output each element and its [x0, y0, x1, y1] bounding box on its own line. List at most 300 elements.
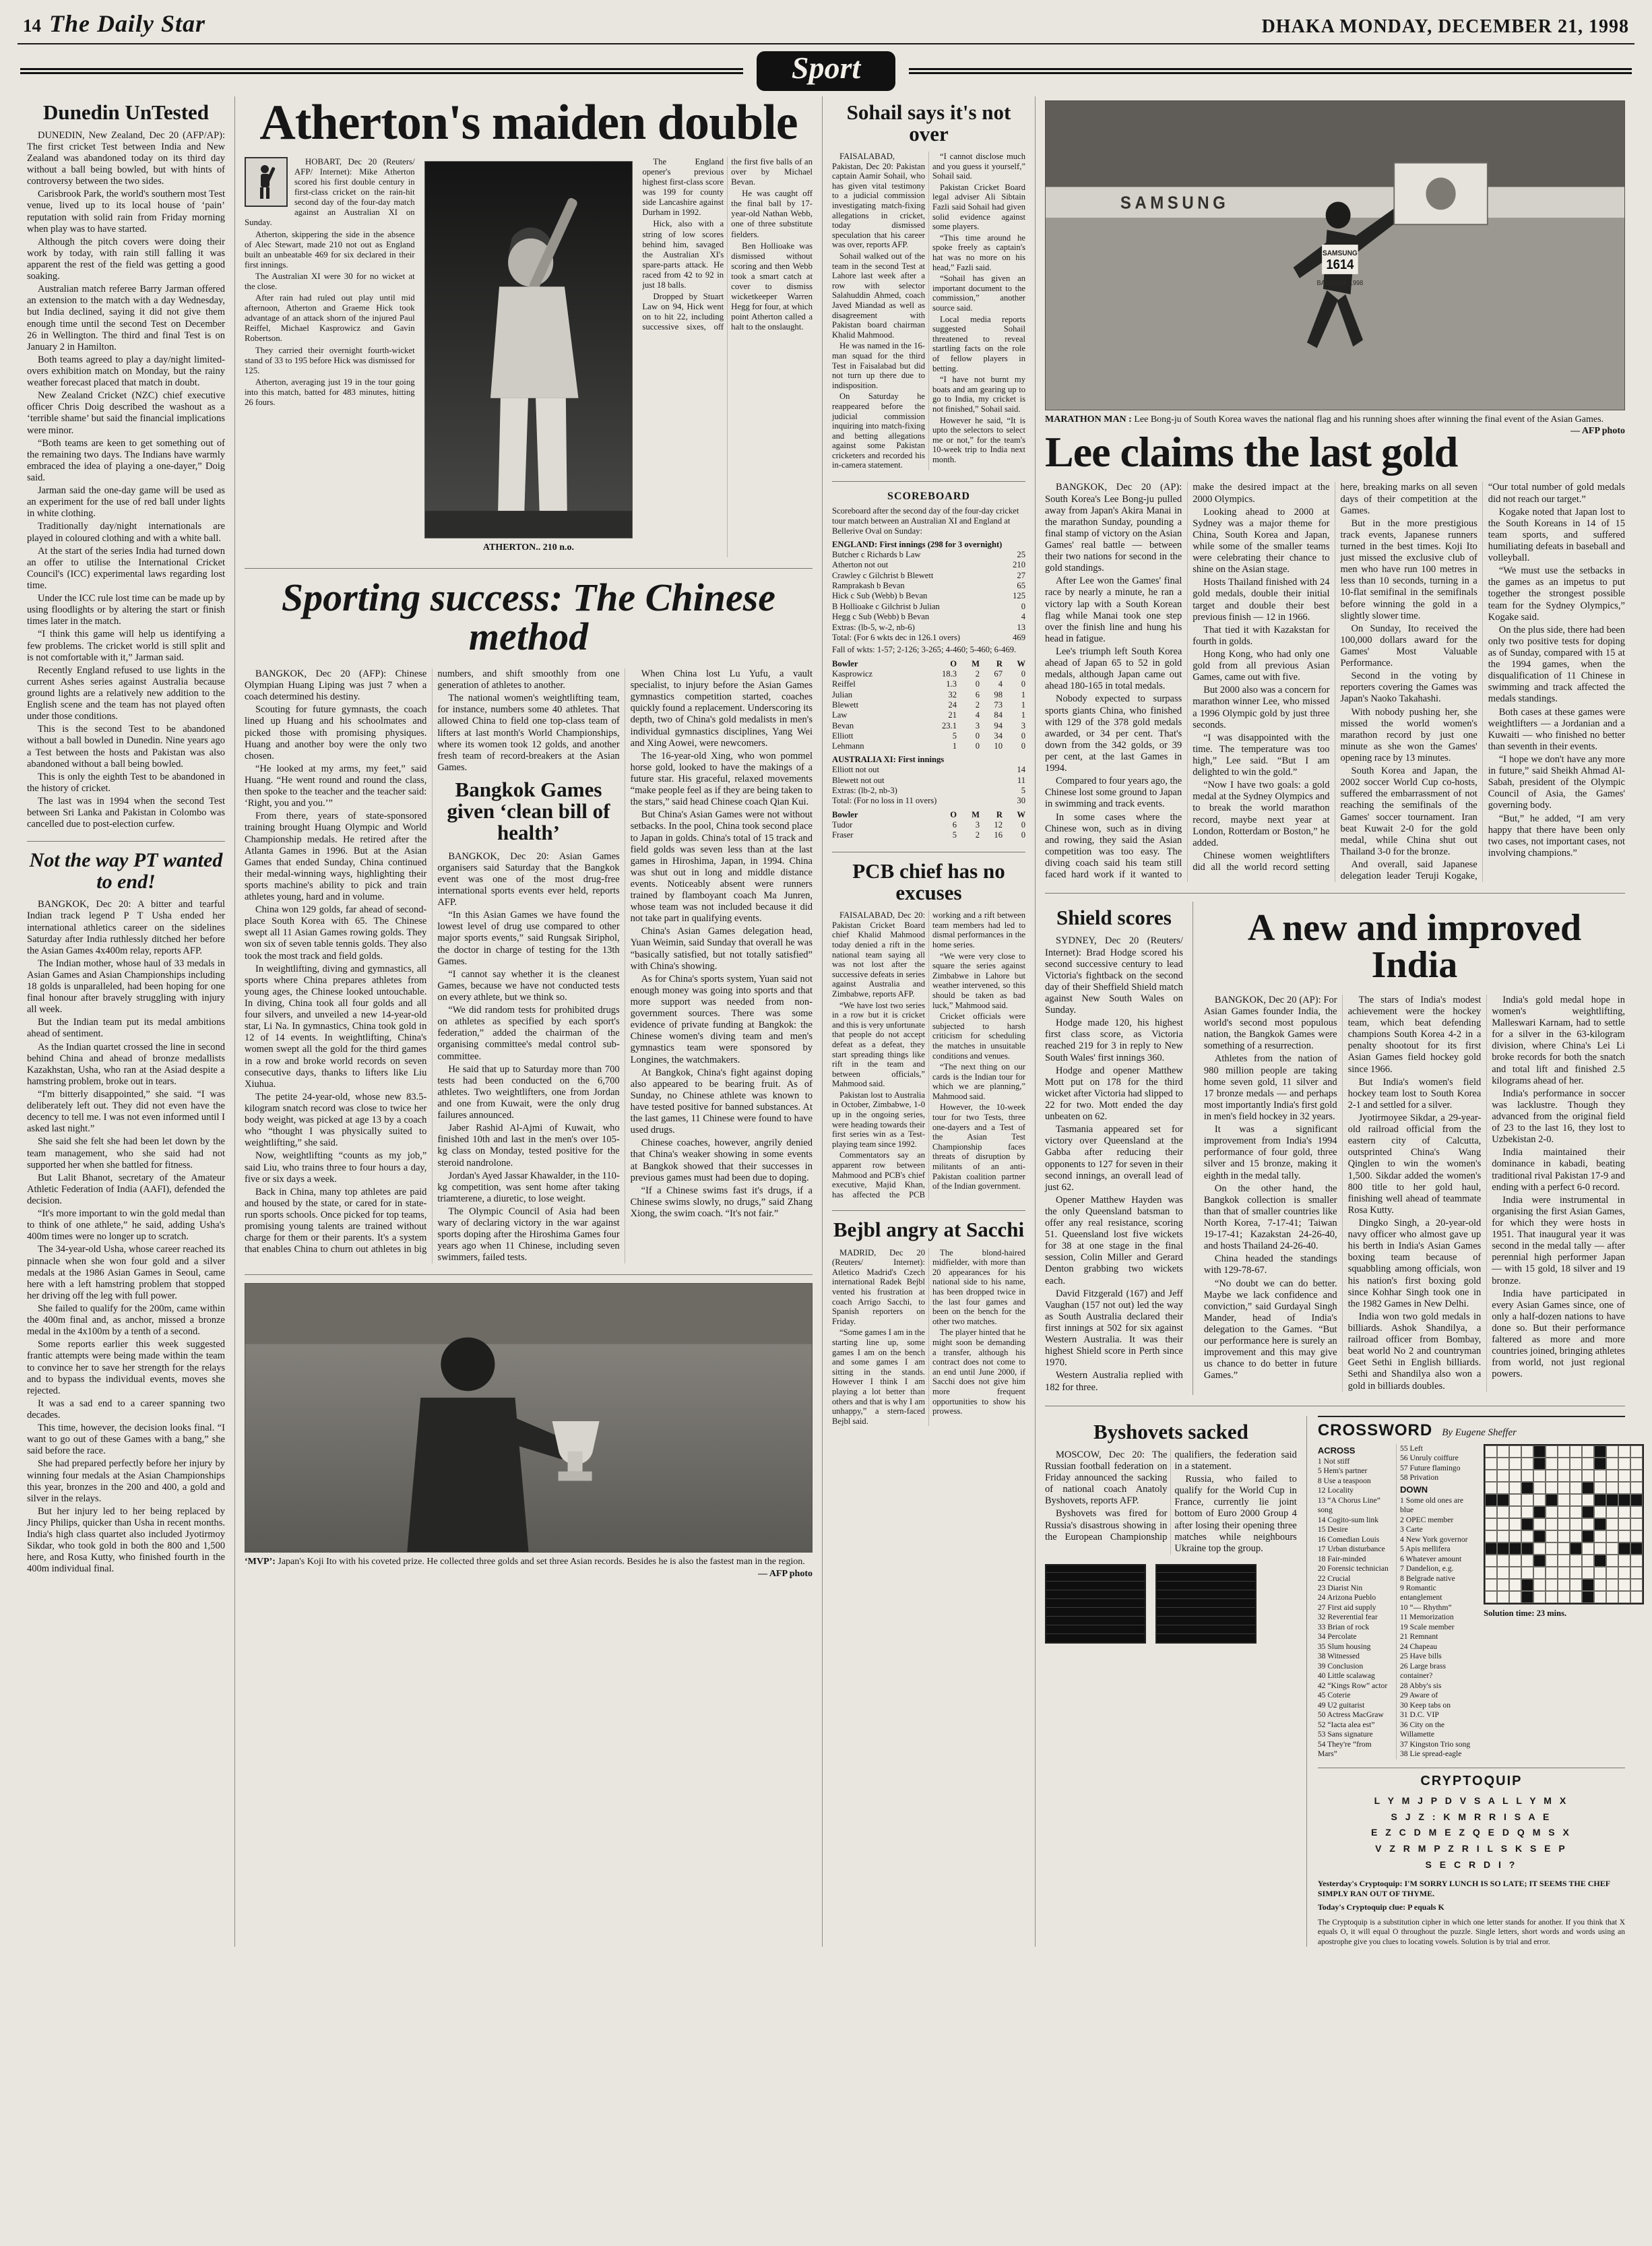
bowling-line: Blewett 24 2 73 1 — [832, 700, 1025, 710]
crossword-cell — [1618, 1530, 1630, 1542]
crossword-cell — [1509, 1482, 1521, 1494]
paragraph: Second in the voting by reporters covering the Games was Japan's Naoko Takahashi. — [1340, 670, 1478, 705]
paragraph: Some reports earlier this week suggested frantic attempts were being made within the team to convince her to save her strength for the relays and to bypass the individual events, moves she rejected. — [27, 1339, 225, 1396]
paragraph: On the plus side, there had been only two positive tests for doping as of Sunday, compared with 15 at the 1994 games, when the disqualification of 11 Chinese in swimming and track affected the medals standings. — [1488, 624, 1625, 705]
crossword-cell — [1582, 1506, 1594, 1518]
crossword-cell — [1582, 1458, 1594, 1470]
paragraph: Western Australia replied with 182 for three. — [1045, 1370, 1183, 1393]
mvp-caption-lead: ‘MVP’: — [245, 1557, 276, 1567]
crossword-cell — [1509, 1555, 1521, 1567]
clue: 9 Romantic entanglement — [1400, 1583, 1442, 1602]
crossword-cell — [1485, 1494, 1497, 1506]
paragraph: China won 129 golds, far ahead of second-place South Korea with 65. The Chinese swept all 11 Asian Games rowing golds. They won six of seven table tennis golds. They also took the most track and field golds. — [245, 904, 427, 962]
clue: 16 Comedian Louis — [1317, 1534, 1380, 1544]
crossword-cell — [1606, 1506, 1618, 1518]
paragraph: The stars of India's modest achievement were the hockey team, which beat defending champions South Korea 4-2 in a penalty shootout for its first Asian Games field hockey gold since 1966. — [1347, 994, 1482, 1075]
crossword-cell — [1497, 1542, 1509, 1555]
paragraph: FAISALABAD, Dec 20: Pakistan Cricket Board chief Khalid Mahmood today denied a rift in the national team saying all was not lost after the successive defeats in series against Australia and Zimbabwe, reports AFP. — [832, 910, 925, 999]
clue: 21 Remnant — [1400, 1632, 1438, 1642]
paragraph: The England opener's previous highest first-class score was 199 for county side Lancashire against Durham in 1992. — [642, 156, 724, 218]
crossword-header — [1318, 1421, 1625, 1440]
paragraph: “I cannot disclose much and you guess it yourself,” Sohail said. — [932, 152, 1025, 181]
crossword-cell — [1533, 1555, 1546, 1567]
marathon-caption-lead: MARATHON MAN : — [1045, 414, 1132, 425]
crossword-cell — [1558, 1591, 1570, 1603]
crossword-cell — [1570, 1567, 1582, 1579]
scoreboard-intro: Scoreboard after the second day of the four-day cricket tour match between an Australian XI and England at Bellerive Oval on Sunday: — [832, 505, 1019, 536]
paragraph: Jarman said the one-day game will be used as an experiment for the use of red ball under lights in white clothing. — [27, 485, 225, 520]
column-right — [1035, 96, 1634, 1947]
crossword-cell — [1509, 1445, 1521, 1458]
crossword-cell — [1533, 1494, 1546, 1506]
headline-lee: Lee claims the last gold — [1045, 427, 1458, 476]
clue: 3 Carte — [1400, 1525, 1423, 1534]
crossword-cell — [1533, 1482, 1546, 1494]
cryptoquip-clue: Today's Cryptoquip clue: P equals K — [1317, 1902, 1444, 1912]
paragraph: This is only the eighth Test to be abandoned in the history of cricket. — [27, 771, 225, 794]
crossword-cell — [1485, 1530, 1497, 1542]
crossword-cell — [1558, 1542, 1570, 1555]
paragraph: China's Asian Games delegation head, Yuan Weimin, said Sunday that overall he was “basically satisfied, but not totally satisfied” with China's showing. — [630, 926, 813, 972]
paragraph: But Lalit Bhanot, secretary of the Amateur Athletic Federation of India (AAFI), defended the decision. — [27, 1172, 225, 1207]
article-body — [27, 130, 225, 830]
crossword-cell — [1533, 1579, 1546, 1591]
crossword-cell — [1582, 1579, 1594, 1591]
paragraph: This time, however, the decision looks final. “I want to go out of these Games with a bang,” she said before the race. — [27, 1423, 225, 1457]
article-body — [1045, 935, 1183, 1393]
marathon-caption — [1045, 414, 1625, 436]
paragraph: Ben Hollioake was dismissed without scoring and then Webb took a smart catch at cover to dismiss wicketkeeper Warren Hegg for four, at which point Atherton called a halt to the onslaught. — [731, 241, 813, 332]
cryptoquip-section — [1318, 1768, 1625, 1947]
crossword-cell — [1509, 1506, 1521, 1518]
crossword-cell — [1546, 1579, 1558, 1591]
crossword-cell — [1521, 1482, 1533, 1494]
paragraph: “It's more important to win the gold medal than to think of one athlete,” he said, adding Usha's 400m times were no longer up to scratch. — [27, 1208, 225, 1243]
crossword-cell — [1546, 1542, 1558, 1555]
batting-line: Butcher c Richards b Law 25 — [832, 550, 1025, 560]
paragraph: Looking ahead to 2000 at Sydney was a major theme for China, South Korea and Japan, while some of the smaller teams were celebrating their chance to shine on the Asian stage. — [1193, 506, 1330, 575]
crossword-cell — [1630, 1567, 1643, 1579]
crossword-cell — [1533, 1591, 1546, 1603]
paragraph: On Saturday he reappeared before the judicial commission inquiring into match-fixing and betting allegations against some Pakistan cricketers and recorded his in-camera statement. — [832, 392, 925, 470]
paragraph: Kogake noted that Japan lost to the South Koreans in 14 of 15 team sports, and suffered humiliating defeats in baseball and volleyball. — [1488, 506, 1625, 564]
crossword-cell — [1570, 1542, 1582, 1555]
right-middle-band — [1045, 902, 1625, 1395]
crossword-cell — [1558, 1482, 1570, 1494]
paragraph: “I was disappointed with the time. The temperature was too high,” Lee said. “But I am delighted to win the gold.” — [1193, 732, 1330, 778]
paragraph: Hodge made 120, his highest first class score, as Victoria reached 219 for 3 in reply to New South Wales' first innings 360. — [1045, 1018, 1183, 1063]
paragraph: But the Indian team put its medal ambitions ahead of sentiment. — [27, 1017, 225, 1040]
clue: 50 Actress MacGraw — [1317, 1710, 1384, 1720]
paragraph: In some cases where the Chinese won, such as in diving and rowing, they said the Asian competition was too easy. The diving coach said his team still faced hard work if it wanted to make the desired impact at the 2000 Olympics. — [1045, 482, 1330, 881]
clue: 27 First aid supply — [1317, 1602, 1376, 1612]
paragraph: Nobody expected to surpass sports giants China, who finished with 129 of the 378 gold medals awarded, or 34 per cent. That's down from the 342 golds, or 39 per cent, at the last Games in 1994. — [1045, 693, 1182, 774]
batting-line: Crawley c Gilchrist b Blewett 27 — [832, 570, 1025, 580]
paragraph: “Now I have two goals: a gold medal at the Sydney Olympics and to break the world marathon record, maybe next year at London, Rotterdam or Boston,” he added. — [1193, 780, 1330, 848]
paper-name: The Daily Star — [49, 10, 206, 37]
crossword-cell — [1606, 1591, 1618, 1603]
headline-chinese-method: Sporting success: The Chinese method — [281, 575, 776, 658]
crossword-cell — [1485, 1458, 1497, 1470]
crossword-cell — [1630, 1530, 1643, 1542]
paragraph: Hick, also with a string of low scores behind him, savaged the Australian XI's spare-parts attack. He raced from 42 to 92 in just 18 balls. — [642, 219, 724, 290]
article-body — [832, 152, 1025, 470]
crossword-cell — [1497, 1518, 1509, 1530]
batting-line: B Hollioake c Gilchrist b Julian 0 — [832, 601, 1025, 611]
paragraph: “I have not burnt my boats and am gearing up to go to India, my cricket is not finished,” Sohail said. — [932, 375, 1025, 414]
cipher-line: S E C R D I ? — [1425, 1859, 1518, 1870]
article-pcb — [832, 861, 1025, 1200]
crossword-cell — [1618, 1482, 1630, 1494]
crossword-cell — [1606, 1579, 1618, 1591]
paragraph: “I'm bitterly disappointed,” she said. “I was deliberately left out. They did not even have the decency to tell me. I was not even informed until I asked last night.” — [27, 1089, 225, 1135]
batting-line: Elliott not out 14 — [832, 765, 1025, 775]
bowling-header: Bowler O M R W — [832, 658, 1025, 668]
crossword-cell — [1618, 1591, 1630, 1603]
crossword-cell — [1606, 1555, 1618, 1567]
crossword-cell — [1594, 1567, 1606, 1579]
clue: 11 Memorization — [1400, 1613, 1454, 1622]
crossword-cell — [1594, 1506, 1606, 1518]
paragraph: Sohail walked out of the team in the second Test at Lahore last week after a row with selector Salahuddin Ahmed, coach Javed Miandad as well as disagreement with Pakistan board chairman Khalid Mahmood. — [832, 251, 925, 340]
atherton-caption: ATHERTON.. 210 n.o. — [482, 542, 575, 553]
clue: 23 Diarist Nin — [1317, 1583, 1363, 1592]
paragraph: The national women's weightlifting team, for instance, numbers some 40 athletes. That allowed China to field one top-class team of lifters at last month's World Championships, where its women took 12 golds, and another fresh team of record-breakers at the Asian Games. — [437, 693, 620, 773]
headline-dunedin: Dunedin UnTested — [42, 100, 210, 124]
article-atherton — [245, 94, 813, 557]
paragraph: India's gold medal hope in women's weightlifting, Malleswari Karnam, had to settle for a silver in the 63-kilogram division, where China's Lei Li broke records for both the snatch and total lift and finished 2.5 kilograms ahead of her. — [1492, 994, 1625, 1086]
crossword-cell — [1582, 1530, 1594, 1542]
bowling-line: Bevan 23.1 3 94 3 — [832, 720, 1025, 730]
paragraph: Dropped by Stuart Law on 94, Hick went on to hit 22, including successive sixes, off the first five balls of an over by Michael Bevan. — [642, 156, 813, 332]
bowling-line: Law 21 4 84 1 — [832, 710, 1025, 720]
article-body — [832, 910, 1025, 1199]
paragraph: It was a significant improvement from India's 1994 performance of four gold, three silver and 15 bronze, making it eighth in the medal tally. — [1203, 1124, 1337, 1181]
crossword-cell — [1606, 1567, 1618, 1579]
bottom-left-block — [1045, 1416, 1307, 1947]
headline-bejbl: Bejbl angry at Sacchi — [833, 1218, 1025, 1242]
paragraph: She had prepared perfectly before her injury by winning four medals at the Asian Championships this year, bronzes in the 200 and 400, a gold and silver in the relays. — [27, 1458, 225, 1504]
paragraph: Local media reports suggested Sohail threatened to reveal startling facts on the role of fellow players in betting. — [932, 314, 1025, 373]
paragraph: “Sohail has given an important document to the commission,” another source said. — [932, 274, 1025, 313]
paragraph: “He looked at my arms, my feet,” said Huang. “He went round and round the class, then spoke to the teacher and the teacher said: ‘Right, you and you.’” — [245, 763, 427, 809]
clue: 1 Some old ones are blue — [1400, 1495, 1464, 1515]
article-body — [1045, 1449, 1297, 1555]
crossword-cell — [1594, 1445, 1606, 1458]
paragraph: The Olympic Council of Asia had been wary of declaring victory in the war against sports doping after the Hiroshima Games four years ago when 11 Chinese, including seven swimmers, failed tests. — [437, 1206, 620, 1264]
crossword-cell — [1521, 1555, 1533, 1567]
paragraph: It was a sad end to a career spanning two decades. — [27, 1398, 225, 1421]
bowling-line: Kasprowicz 18.3 2 67 0 — [832, 668, 1025, 679]
atherton-figure — [424, 161, 633, 553]
yesterday-puzzle-solution-grid — [1155, 1564, 1257, 1644]
paragraph: Cricket officials were subjected to harsh criticism for scheduling the matches in unsuitable conditions and venues. — [932, 1011, 1025, 1061]
paragraph: The petite 24-year-old, whose new 83.5-kilogram snatch record was close to twice her body weight, was picked at age 13 by a coach who “thought I was physically suited to weightlifting,” she said. — [245, 1091, 427, 1149]
paragraph: Chinese coaches, however, angrily denied that China's weaker showing in some events at Bangkok showed that their successes in previous games must had been due to doping. — [630, 1137, 813, 1183]
paragraph: Although the pitch covers were doing their work by today, with rain still falling it was apparent the rest of the field was getting a good soaking. — [27, 236, 225, 282]
article-body — [245, 668, 813, 1264]
crossword-cell — [1497, 1506, 1509, 1518]
crossword-cell — [1546, 1530, 1558, 1542]
england-batting-lines — [832, 550, 1025, 643]
paragraph: Opener Matthew Hayden was the only Queensland batsman to offer any real resistance, scoring 51. Queensland lost five wickets for 38 at one stage in the final session, Colin Miller and Gerard Denton grabbing two wickets each. — [1045, 1194, 1183, 1286]
crossword-cell — [1546, 1567, 1558, 1579]
crossword-grid — [1484, 1444, 1644, 1604]
paragraph: They carried their overnight fourth-wicket stand of 33 to 195 before Hick was dismissed for 125. — [245, 345, 415, 375]
crossword-cell — [1509, 1518, 1521, 1530]
paragraph: MADRID, Dec 20 (Reuters/ Internet): Atletico Madrid's Czech international Radek Bejbl vented his frustration at coach Arrigo Sacchi, to Spanish reporters on Friday. — [832, 1247, 925, 1326]
clue: 35 Slum housing — [1317, 1642, 1371, 1651]
crossword-cell — [1630, 1555, 1643, 1567]
paragraph: Dingko Singh, a 20-year-old navy officer who almost gave up his berth in India's Asian Games boxing team because of squabbling among officials, won his nation's first boxing gold since Kohhar Singh took one in the 1982 Games in New Delhi. — [1347, 1218, 1482, 1309]
crossword-cell — [1570, 1518, 1582, 1530]
crossword-grid-area — [1484, 1444, 1625, 1759]
crossword-cell — [1558, 1470, 1570, 1482]
paragraph: The Australian XI were 30 for no wicket at the close. — [245, 271, 415, 292]
scoreboard-title: SCOREBOARD — [887, 491, 970, 503]
clue: 24 Arizona Pueblo — [1317, 1593, 1376, 1602]
crossword-cell — [1497, 1591, 1509, 1603]
bowling-line: Elliott 5 0 34 0 — [832, 731, 1025, 741]
crossword-cell — [1546, 1445, 1558, 1458]
clue: 28 Abby's sis — [1400, 1681, 1442, 1690]
crossword-cell — [1509, 1458, 1521, 1470]
column-mid — [822, 96, 1035, 1947]
clue: 8 Use a teaspoon — [1317, 1476, 1371, 1485]
crossword-cell — [1546, 1518, 1558, 1530]
paragraph: Both teams agreed to play a day/night limited-overs exhibition match on Monday, but the rainy weather forecast placed that match in doubt. — [27, 354, 225, 389]
paragraph: With nobody pushing her, she missed the world women's marathon record by just one minute as she won the Games' opening race by 13 minutes. — [1340, 706, 1478, 763]
atherton-text-left — [245, 157, 415, 557]
crossword-title: CROSSWORD — [1317, 1421, 1433, 1439]
crossword-clues — [1318, 1444, 1474, 1759]
crossword-cell — [1582, 1494, 1594, 1506]
crossword-cell — [1521, 1470, 1533, 1482]
solution-time: Solution time: 23 mins. — [1484, 1608, 1567, 1618]
crossword-cell — [1558, 1506, 1570, 1518]
paragraph: Compared to four years ago, the Chinese lost some ground to Japan in swimming and track events. — [1045, 776, 1182, 810]
crossword-cell — [1558, 1445, 1570, 1458]
crossword-cell — [1509, 1542, 1521, 1555]
right-bottom-band — [1045, 1416, 1625, 1947]
mvp-figure — [245, 1283, 813, 1579]
article-body — [832, 1248, 1025, 1427]
headline-sohail: Sohail says it's not over — [846, 100, 1011, 146]
clue: 37 Kingston Trio song — [1400, 1739, 1471, 1749]
bowling-line: Fraser 5 2 16 0 — [832, 830, 1025, 840]
clue: 30 Keep tabs on — [1400, 1700, 1451, 1710]
paragraph: The player hinted that he might soon be demanding a transfer, although his contract does not come to an end until June 2000, if Sacchi does not give him more frequent opportunities to show his prowess. — [932, 1328, 1025, 1416]
clue: 14 Cogito-sum link — [1317, 1515, 1379, 1524]
crossword-cell — [1570, 1458, 1582, 1470]
clue: 33 Brian of rock — [1317, 1622, 1370, 1631]
atherton-text-right — [642, 157, 813, 557]
batting-line: Total: (For no loss in 11 overs) 30 — [832, 796, 1025, 806]
article-divider — [832, 1210, 1025, 1211]
clue: 19 Scale member — [1400, 1622, 1455, 1631]
paragraph: Commentators say an apparent row between Mahmood and PCB's chief executive, Majid Khan, has affected the PCB working and a rift between team members had led to dismal performances in the home series. — [832, 910, 1025, 1199]
crossword-cell — [1521, 1530, 1533, 1542]
crossword-cell — [1582, 1542, 1594, 1555]
crossword-cell — [1606, 1518, 1618, 1530]
crossword-cell — [1509, 1591, 1521, 1603]
crossword-cell — [1497, 1494, 1509, 1506]
paragraph: On the other hand, the Bangkok collection is smaller than that of smaller countries like North Korea, 7-17-41; Taiwan 19-17-41; Kazakstan 24-26-40, and hosts Thailand 24-26-40. — [1203, 1183, 1337, 1252]
crossword-cell — [1546, 1470, 1558, 1482]
clue: 38 Witnessed — [1317, 1652, 1360, 1661]
scoreboard — [832, 490, 1025, 841]
crossword-cell — [1485, 1542, 1497, 1555]
clue: 24 Chapeau — [1400, 1642, 1438, 1651]
paragraph: But in the more prestigious track events, Japanese runners turned in the best times. Koji Ito just missed the exclusive club of men who have run 100 metres in less than 10 seconds, turning in a 10-flat semifinal in the semifinals before winning the gold in a slightly slower time. — [1340, 518, 1478, 621]
article-shield-scores — [1045, 902, 1193, 1395]
paragraph: Chinese women weightlifters did all the world record setting here, breaking marks on all seven days of their competition at the Games. — [1193, 482, 1478, 873]
article-body — [27, 899, 225, 1575]
crossword-cell — [1558, 1518, 1570, 1530]
crossword-cell — [1497, 1470, 1509, 1482]
paragraph: As the Indian quartet crossed the line in second behind China and ahead of bronze medallists Kazakhstan, Usha, who ran at the Asiad despite a hamstring problem, broke out in tears. — [27, 1041, 225, 1087]
crossword-cell — [1618, 1555, 1630, 1567]
article-bejbl — [832, 1219, 1025, 1426]
clue: 34 Percolate — [1317, 1632, 1357, 1642]
crossword-cell — [1497, 1445, 1509, 1458]
crossword-cell — [1546, 1555, 1558, 1567]
headline-pt-usha: Not the way PT wanted to end! — [29, 849, 223, 893]
paragraph: BANGKOK, Dec 20: Asian Games organisers said Saturday that the Bangkok event was one of the most drug-free international sports events ever held, reports AFP. — [437, 850, 620, 908]
crossword-cell — [1630, 1506, 1643, 1518]
article-byshovets — [1045, 1421, 1297, 1555]
crossword-cell — [1606, 1458, 1618, 1470]
paragraph: Traditionally day/night internationals are played in coloured clothing and with a white ball. — [27, 521, 225, 544]
paragraph: Pakistan Cricket Board legal adviser Ali Sibtain Fazli said Sohail had given solid evidence against some players. — [932, 182, 1025, 232]
crossword-byline: By Eugene Sheffer — [1442, 1427, 1517, 1438]
crossword-cell — [1546, 1458, 1558, 1470]
crossword-cell — [1558, 1579, 1570, 1591]
batting-line: Extras: (lb-2, nb-3) 5 — [832, 785, 1025, 795]
headline-atherton: Atherton's maiden double — [259, 94, 798, 150]
bib-number-text: 1614 — [1326, 257, 1354, 272]
clue: 45 Coterie — [1317, 1691, 1351, 1700]
batsman-icon-graphic — [251, 162, 281, 201]
crossword-cell — [1570, 1591, 1582, 1603]
paragraph: He was named in the 16-man squad for the third Test in Faisalabad but did not turn up there due to indisposition. — [832, 341, 925, 390]
clue: 6 Whatever amount — [1400, 1554, 1462, 1563]
crossword-cell — [1582, 1482, 1594, 1494]
clue: 31 D.C. VIP — [1400, 1710, 1439, 1720]
bowling-header: Bowler O M R W — [832, 809, 1025, 819]
headline-byshovets: Byshovets sacked — [1093, 1419, 1248, 1443]
paragraph: Jyotirmoyee Sikdar, a 29-year-old railroad official from the eastern city of Calcutta, outsprinted China's Wang Qinglen to win the women's 1,500. Sikdar added the women's 800 title to her gold haul, finishing well ahead of teammate Rosa Kutty. — [1347, 1113, 1482, 1216]
clue: 1 Not stiff — [1317, 1456, 1350, 1466]
batting-line: Atherton not out 210 — [832, 560, 1025, 570]
paragraph: “We must use the setbacks in the games as an impetus to put together the strongest possible team for the Sydney Olympics,” Kogake said. — [1488, 565, 1625, 623]
down-label: DOWN — [1400, 1484, 1428, 1495]
crossword-cell — [1521, 1579, 1533, 1591]
crossword-cell — [1546, 1591, 1558, 1603]
bowling-line: Reiffel 1.3 0 4 0 — [832, 679, 1025, 689]
crossword-cell — [1485, 1591, 1497, 1603]
paragraph: But her injury led to her being replaced by Jincy Philips, quicker than Usha in recent months. India's high class quartet also included Jyotirmoy Sikdar, who took gold in both the 800 and 1,500 here, and Rosa Kutty, who finished fourth in the 400m individual final. — [27, 1505, 225, 1575]
paragraph: New Zealand Cricket (NZC) chief executive officer Chris Doig described the washout as a ‘terrible shame’ but said the financial implications were minor. — [27, 390, 225, 436]
masthead — [18, 8, 1634, 44]
crossword-cell — [1533, 1518, 1546, 1530]
paragraph: The blond-haired midfielder, with more than 20 appearances for his national side to his name, has been dropped twice in the last four games and been on the bench for the other two matches. — [932, 1247, 1025, 1326]
crossword-cell — [1533, 1458, 1546, 1470]
paragraph: FAISALABAD, Pakistan, Dec 20: Pakistan captain Aamir Sohail, who has given vital testimony to a judicial commission investigating match-fixing allegations in cricket, today dismissed speculation that his career was over, reports AFP. — [832, 152, 925, 250]
paragraph: “We did random tests for prohibited drugs on athletes as specified by each sport's federation,” added the chairman of the organising committee's medal control sub-committee. — [437, 1005, 620, 1062]
mvp-caption-text: Japan's Koji Ito with his coveted prize. He collected three golds and set three Asian records. Besides he is also the fastest man in the region. — [278, 1557, 805, 1567]
crossword-cell — [1509, 1530, 1521, 1542]
paragraph: Scouting for future gymnasts, the coach lined up Huang and his schoolmates and picked those with promising physiques. Huang and another boy were the only two chosen. — [245, 704, 427, 761]
crossword-cell — [1558, 1555, 1570, 1567]
crossword-cell — [1630, 1494, 1643, 1506]
crossword-section — [1318, 1416, 1625, 1947]
paragraph: “No doubt we can do better. Maybe we lack confidence and conviction,” said Gurdayal Singh Mander, head of India's delegation to the Games. “But our performance here is surely an improvement and this may give us chance to do better in future Games.” — [1203, 1278, 1337, 1381]
clue: 12 Locality — [1317, 1486, 1354, 1495]
crossword-cell — [1606, 1530, 1618, 1542]
paragraph: “I cannot say whether it is the cleanest Games, because we have not conducted tests on every athlete, but we think so. — [437, 968, 620, 1003]
paragraph: SYDNEY, Dec 20 (Reuters/ Internet): Brad Hodge scored his second successive century to lead Victoria's fightback on the second day of their Sheffield Shield match against New South Wales on Sunday. — [1045, 935, 1183, 1016]
yesterday-crossword-solution-grid — [1045, 1564, 1146, 1644]
paragraph: “In this Asian Games we have found the lowest level of drug use compared to other major sports events,” said Rungsak Siriphol, the doctor in charge of testing for the 13th Games. — [437, 910, 620, 967]
paragraph: Now, weightlifting “counts as my job,” said Liu, who trains three to four hours a day, five or six days a week. — [245, 1150, 427, 1185]
cipher-line: L Y M J P D V S A L L Y M X — [1374, 1795, 1569, 1806]
article-divider — [1045, 893, 1625, 894]
crossword-cell — [1521, 1567, 1533, 1579]
crossword-cell — [1485, 1445, 1497, 1458]
paragraph: BANGKOK, Dec 20: A bitter and tearful Indian track legend P T Usha ended her international athletics career on the sidelines Saturday after India ruthlessly ditched her before the Asian Games 4x400m relay, reports AFP. — [27, 899, 225, 956]
paragraph: At Bangkok, China's fight against doping also appeared to be bearing fruit. As of Sunday, no Chinese athlete was known to have tested positive for banned substances. At the last games, 11 Chinese were found to have used drugs. — [630, 1067, 813, 1136]
column-left — [18, 96, 234, 1947]
paragraph: David Fitzgerald (167) and Jeff Vaughan (157 not out) led the way as South Australia declared their first innings at 502 for six against Western Australia. It was their highest Shield score in Perth since 1970. — [1045, 1288, 1183, 1369]
article-bangkok-health — [437, 779, 619, 1264]
crossword-cell — [1618, 1458, 1630, 1470]
crossword-cell — [1630, 1482, 1643, 1494]
crossword-cell — [1509, 1470, 1521, 1482]
marathon-photo-credit: — AFP photo — [1570, 425, 1625, 436]
crossword-cell — [1546, 1494, 1558, 1506]
cipher-line: E Z C D M E Z Q E D Q M S X — [1371, 1827, 1572, 1838]
clue: 58 Privation — [1400, 1473, 1439, 1483]
paragraph: Lee's triumph left South Korea ahead of Japan 65 to 52 in gold medals, although Japan came out ahead 180-165 in total medals. — [1045, 646, 1182, 692]
clue: 32 Reverential fear — [1317, 1613, 1378, 1622]
crossword-cell — [1618, 1494, 1630, 1506]
paragraph: Hodge and opener Matthew Mott put on 178 for the third wicket after Victoria had slipped to 22 for two. Mott ended the day unbeaten on 62. — [1045, 1065, 1183, 1123]
clue: 57 Future flamingo — [1400, 1463, 1461, 1472]
crossword-cell — [1497, 1567, 1509, 1579]
bowling-line: Lehmann 1 0 10 0 — [832, 741, 1025, 751]
crossword-cell — [1521, 1445, 1533, 1458]
paragraph: “I hope we don't have any more in future,” said Sheikh Ahmad Al-Sabah, president of the Olympic Council of Asia, the Games' governing body. — [1488, 753, 1625, 811]
crossword-cell — [1521, 1494, 1533, 1506]
clue: 17 Urban disturbance — [1317, 1545, 1385, 1554]
crossword-cell — [1606, 1445, 1618, 1458]
paragraph: “But,” he added, “I am very happy that there have been only two cases, not important cases, not involving champions.” — [1488, 813, 1625, 859]
crossword-cell — [1497, 1530, 1509, 1542]
clue: 25 Have bills — [1400, 1652, 1442, 1661]
crossword-cell — [1630, 1591, 1643, 1603]
paragraph: BANGKOK, Dec 20 (AP): For Asian Games founder India, the world's second most populous nation, the Bangkok Games were something of a resurrection. — [1203, 994, 1337, 1052]
paragraph: The Indian mother, whose haul of 33 medals in Asian Games and Asian Championships including 18 golds is unparalleled, had been hoping for one final honour after bravely struggling with injury all week. — [27, 958, 225, 1016]
paragraph: India have participated in every Asian Games since, one of only a half-dozen nations to have done so. But their performance faltered as more and more countries joined, bringing athletes from world, not just regional powers. — [1492, 1288, 1625, 1380]
crossword-cell — [1582, 1445, 1594, 1458]
article-divider — [27, 841, 225, 842]
crossword-cell — [1485, 1518, 1497, 1530]
crossword-cell — [1594, 1530, 1606, 1542]
crossword-cell — [1533, 1506, 1546, 1518]
page-columns — [18, 96, 1634, 1947]
paragraph: She failed to qualify for the 200m, came within the 400m final and, as anchor, missed a bronze medal in the 4x100m by a tenth of a second. — [27, 1303, 225, 1338]
